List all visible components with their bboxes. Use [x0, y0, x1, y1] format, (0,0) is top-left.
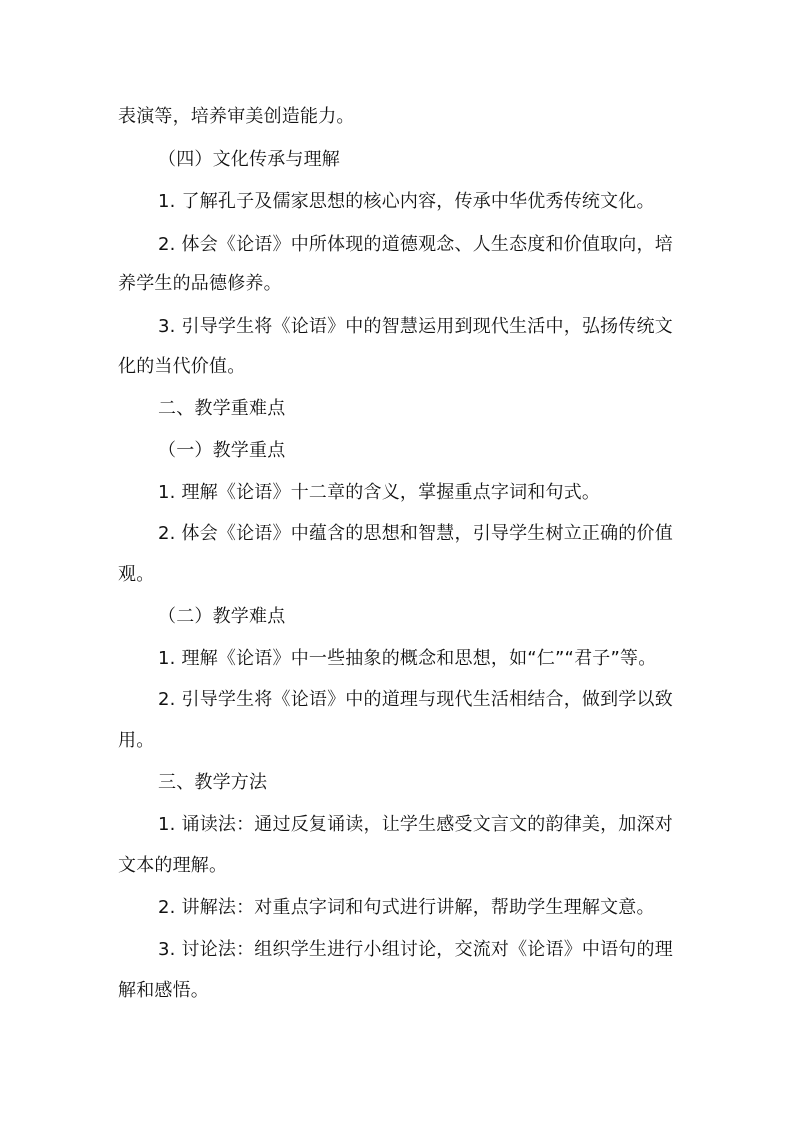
- list-item-method-1: 1. 诵读法：通过反复诵读，让学生感受文言文的韵律美，加深对: [158, 814, 673, 835]
- list-item-culture-3-cont: 化的当代价值。: [118, 356, 246, 377]
- list-item-culture-2-cont: 养学生的品德修养。: [118, 273, 282, 294]
- list-item-culture-2: 2. 体会《论语》中所体现的道德观念、人生态度和价值取向，培: [158, 234, 673, 255]
- subsection-heading-focus: （一）教学重点: [158, 440, 286, 461]
- list-item-difficulty-2: 2. 引导学生将《论语》中的道理与现代生活相结合，做到学以致: [158, 689, 673, 710]
- body-text-line: 表演等，培养审美创造能力。: [118, 106, 355, 127]
- list-item-focus-2: 2. 体会《论语》中蕴含的思想和智慧，引导学生树立正确的价值: [158, 523, 673, 544]
- list-item-method-2: 2. 讲解法：对重点字词和句式进行讲解，帮助学生理解文意。: [158, 897, 655, 918]
- list-item-method-3-cont: 解和感悟。: [118, 980, 209, 1001]
- list-item-method-3: 3. 讨论法：组织学生进行小组讨论，交流对《论语》中语句的理: [158, 939, 673, 960]
- list-item-culture-3: 3. 引导学生将《论语》中的智慧运用到现代生活中，弘扬传统文: [158, 316, 673, 337]
- subsection-heading-difficulty: （二）教学难点: [158, 606, 286, 627]
- list-item-method-1-cont: 文本的理解。: [118, 855, 228, 876]
- list-item-focus-1: 1. 理解《论语》十二章的含义，掌握重点字词和句式。: [158, 482, 601, 503]
- list-item-difficulty-1: 1. 理解《论语》中一些抽象的概念和思想，如“仁”“君子”等。: [158, 648, 657, 669]
- list-item-culture-1: 1. 了解孔子及儒家思想的核心内容，传承中华优秀传统文化。: [158, 191, 655, 212]
- section-heading-methods: 三、教学方法: [158, 772, 268, 793]
- list-item-difficulty-2-cont: 用。: [118, 730, 155, 751]
- list-item-focus-2-cont: 观。: [118, 564, 155, 585]
- subsection-heading-culture: （四）文化传承与理解: [158, 149, 340, 170]
- section-heading-key-points: 二、教学重难点: [158, 398, 286, 419]
